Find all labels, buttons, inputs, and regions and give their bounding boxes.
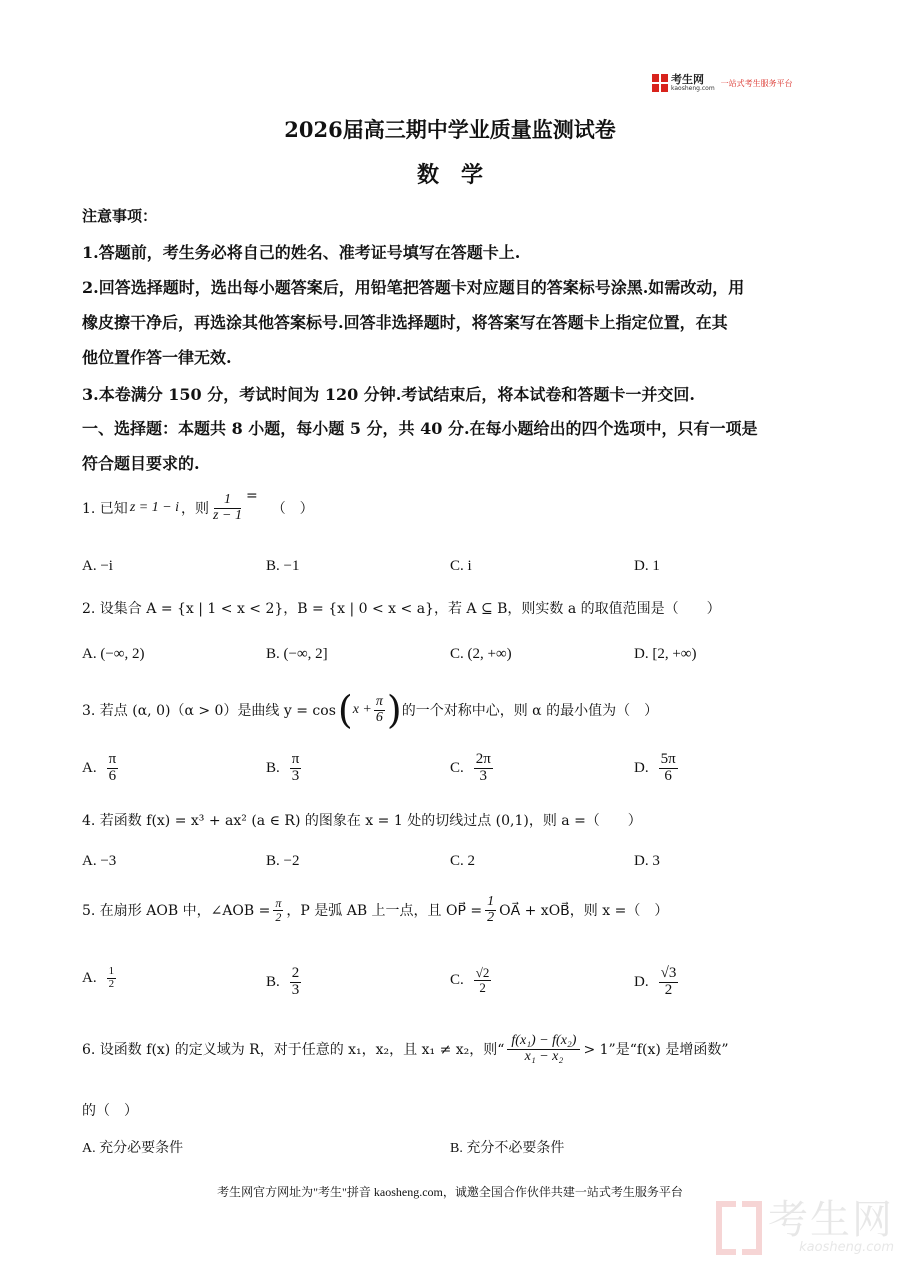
q3-opt-d-label: D. (634, 759, 649, 776)
logo-name: 考生网 (671, 73, 704, 86)
q5-text-a: 5. 在扇形 AOB 中，∠AOB = (82, 903, 271, 920)
q1-option-b: B. −1 (266, 558, 300, 574)
q5-opt-a-num: 1 (108, 965, 115, 977)
q1-paren: （ ） (271, 501, 314, 518)
q5-opt-c-num: √2 (475, 965, 490, 980)
q5-option-d (634, 966, 678, 999)
watermark-text (768, 1197, 894, 1255)
footer-note: 考生网官方网址为"考生"拼音 kaosheng.com，诚邀全国合作伙伴共建一站式考生服务平台 (217, 1185, 683, 1199)
q3-opt-d-num: 5π (660, 751, 676, 767)
logo-domain: kaosheng.com (671, 85, 715, 92)
q2-option-b: B. (−∞, 2] (266, 646, 328, 662)
q5-opt-b-den: 3 (291, 981, 300, 998)
watermark-domain: kaosheng.com (799, 1240, 894, 1255)
q5-opt-d-num: √3 (660, 965, 677, 981)
q5-option-c (450, 966, 491, 994)
q3-option-c (450, 752, 493, 785)
q3-option-b (266, 752, 301, 785)
q3-fraction (374, 695, 385, 725)
q5-frac2-den: 2 (487, 909, 495, 925)
q3-opt-b-num: π (291, 751, 300, 767)
q5-frac2-num: 1 (487, 894, 495, 909)
q5-text-c: OA⃗ + xOB⃗，则 x =（ ） (499, 903, 669, 920)
q5-fraction-1 (273, 897, 283, 923)
note-item: 3.本卷满分 150 分，考试时间为 120 分钟.考试结束后，将本试卷和答题卡一并交回. (82, 385, 695, 404)
q3-opt-b-den: 3 (291, 767, 300, 784)
q3-opt-c-den: 3 (479, 767, 488, 784)
q5-option-a (82, 966, 116, 990)
q6-fraction (507, 1034, 580, 1064)
header-logo (652, 72, 793, 94)
q5-opt-a-den: 2 (108, 977, 115, 990)
q6-text-a: 6. 设函数 f(x) 的定义域为 R，对于任意的 x₁，x₂，且 x₁ ≠ x₂，则“ (82, 1042, 505, 1059)
q5-opt-c-label: C. (450, 971, 464, 988)
q1-frac-num: 1 (214, 493, 241, 509)
logo-mark-icon (652, 74, 668, 92)
exam-title: 2026届高三期中学业质量监测试卷 (284, 117, 616, 142)
q5-text-b: ，P 是弧 AB 上一点，且 OP⃗ = (286, 903, 483, 920)
q4-option-d: D. 3 (634, 853, 660, 869)
logo-slogan: 一站式考生服务平台 (720, 78, 793, 88)
q1-option-c: C. i (450, 558, 472, 574)
q3-opt-a-num: π (108, 751, 117, 767)
q3-opt-b-label: B. (266, 759, 280, 776)
q2-option-a: A. (−∞, 2) (82, 646, 145, 662)
q5-option-b (266, 966, 301, 999)
q6-option-a: A. 充分必要条件 (82, 1141, 184, 1156)
q5-frac1-num: π (275, 896, 282, 911)
q5-opt-d-den: 2 (664, 981, 673, 998)
q3-opt-c-num: 2π (475, 751, 491, 767)
watermark-mark-icon (716, 1201, 762, 1255)
q5-opt-a-label: A. (82, 969, 97, 986)
q1-text-b: ，则 (181, 501, 210, 518)
q3-text-a: 3. 若点 (α, 0)（α > 0）是曲线 y = cos (82, 703, 336, 719)
q1-option-d: D. 1 (634, 558, 660, 574)
q4-option-c: C. 2 (450, 853, 476, 869)
q3-opt-c-label: C. (450, 759, 464, 776)
q3-opt-a-frac (107, 752, 119, 785)
watermark-logo (716, 1197, 894, 1255)
q5-frac1-den: 2 (275, 909, 282, 924)
q1-equals: = (245, 488, 258, 505)
section-heading: 一、选择题：本题共 8 小题，每小题 5 分，共 40 分.在每小题给出的四个选项中，只有一项是 (82, 419, 758, 438)
note-item: 1.答题前，考生务必将自己的姓名、准考证号填写在答题卡上. (82, 243, 521, 262)
q3-opt-d-den: 6 (664, 767, 672, 784)
q3-text-b: 的一个对称中心，则 α 的最小值为（ ） (401, 703, 659, 719)
q1-option-a: A. −i (82, 558, 113, 574)
q1-frac-den: z − 1 (213, 507, 242, 523)
note-item: 2.回答选择题时，选出每小题答案后，用铅笔把答题卡对应题目的答案标号涂黑.如需改动，用 (82, 278, 745, 297)
q3-frac-num: π (375, 693, 383, 709)
section-heading-cont: 符合题目要求的. (82, 454, 200, 473)
q3-opt-d-frac (659, 752, 678, 785)
q5-opt-d-frac (659, 966, 679, 999)
q5-opt-b-label: B. (266, 973, 280, 990)
question-2-stem: 2. 设集合 A = {x | 1 < x < 2}，B = {x | 0 < x < a}，若 A ⊆ B，则实数 a 的取值范围是（ ） (82, 601, 721, 617)
q3-option-d (634, 752, 678, 785)
question-5-stem (82, 895, 668, 925)
q1-text-a: 1. 已知 (82, 501, 128, 518)
notes-heading: 注意事项： (82, 207, 158, 225)
note-item: 他位置作答一律无效. (82, 348, 232, 367)
q5-opt-d-label: D. (634, 973, 649, 990)
q5-opt-c-frac (474, 966, 492, 994)
q1-fraction (213, 493, 242, 523)
q1-math-a: z = 1 − i (129, 500, 180, 516)
q6-option-b: B. 充分不必要条件 (450, 1141, 565, 1156)
q3-opt-a-label: A. (82, 759, 97, 776)
question-3-stem (82, 690, 658, 730)
q3-paren-left: ( (337, 688, 353, 732)
q5-opt-a-frac (107, 966, 117, 990)
q3-x-plus: x + (352, 702, 372, 717)
q3-opt-b-frac (290, 752, 302, 785)
q6-frac-num: f(x₁) − f(x₂) (507, 1034, 580, 1050)
q5-opt-b-frac (290, 966, 302, 999)
q5-fraction-2 (485, 895, 496, 925)
q6-text-b: > 1”是“f(x) 是增函数” (583, 1042, 729, 1059)
q2-option-d: D. [2, +∞) (634, 646, 697, 662)
logo-text (671, 74, 715, 92)
watermark-name: 考生网 (768, 1197, 894, 1243)
q5-opt-c-den: 2 (479, 979, 486, 995)
q2-option-c: C. (2, +∞) (450, 646, 512, 662)
q3-opt-c-frac (474, 752, 493, 785)
q4-option-b: B. −2 (266, 853, 300, 869)
subject-title: 数 学 (416, 162, 483, 188)
q5-opt-b-num: 2 (291, 965, 300, 981)
q4-option-a: A. −3 (82, 853, 117, 869)
note-item: 橡皮擦干净后，再选涂其他答案标号.回答非选择题时，将答案写在答题卡上指定位置，在其 (82, 313, 728, 332)
q6-frac-den: x₁ − x₂ (524, 1048, 564, 1064)
question-6-stem (82, 1034, 728, 1064)
q3-option-a (82, 752, 118, 785)
question-6-stem-cont: 的（ ） (82, 1103, 138, 1119)
q3-frac-den: 6 (375, 709, 383, 725)
q3-opt-a-den: 6 (108, 767, 117, 784)
question-4-stem: 4. 若函数 f(x) = x³ + ax² (a ∈ R) 的图象在 x = 1 处的切线过点 (0,1)，则 a =（ ） (82, 813, 642, 829)
question-1-stem (82, 488, 314, 523)
q3-paren-right: ) (386, 688, 402, 732)
